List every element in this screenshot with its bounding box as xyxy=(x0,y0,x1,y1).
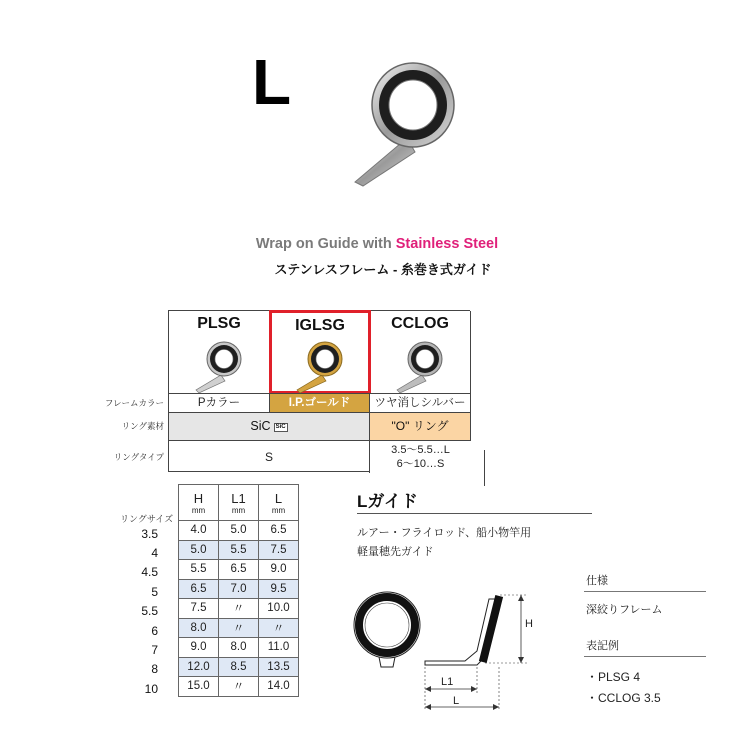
header-l xyxy=(259,485,299,521)
row-label-ring-type: リングタイプ xyxy=(113,452,164,462)
model-column-plsg[interactable] xyxy=(169,311,270,393)
size-table xyxy=(178,484,299,697)
table-row xyxy=(179,618,299,638)
grid-bottom-border xyxy=(169,471,370,472)
cell-l: 13.5 xyxy=(259,657,299,677)
ring-material-o-ring: "O" リング xyxy=(370,413,471,440)
cell-l1: 〃 xyxy=(219,677,259,697)
ring-size-label: 5 xyxy=(151,585,158,599)
frame-color-iglsg: I.P.ゴールド xyxy=(270,394,370,412)
cell-h: 7.5 xyxy=(179,599,219,619)
header-unit: mm xyxy=(271,505,286,515)
ring-size-label: 5.5 xyxy=(141,604,158,618)
ring-material-sic xyxy=(169,413,370,440)
cell-l: 9.5 xyxy=(259,579,299,599)
cell-h: 12.0 xyxy=(179,657,219,677)
cell-h: 9.0 xyxy=(179,638,219,658)
table-row xyxy=(179,521,299,541)
ring-type-cclog-line2: 6〜10…S xyxy=(396,458,445,470)
cell-h: 5.5 xyxy=(179,560,219,580)
subtitle-english-lead: Wrap on Guide with xyxy=(255,236,396,252)
header-h-label: H xyxy=(193,490,204,506)
table-row xyxy=(179,540,299,560)
table-row xyxy=(179,657,299,677)
guide-type-letter: L xyxy=(252,46,292,118)
cell-l: 9.0 xyxy=(259,560,299,580)
dimension-diagram xyxy=(345,583,545,713)
notation-example-1: ・PLSG 4 xyxy=(586,670,641,684)
cell-l1: 7.0 xyxy=(219,579,259,599)
cell-l1: 〃 xyxy=(219,618,259,638)
dim-label-l: L xyxy=(453,695,460,707)
cell-l1: 〃 xyxy=(219,599,259,619)
spec-divider xyxy=(584,591,706,592)
l-guide-title: Lガイド xyxy=(357,492,418,511)
ring-size-label: 7 xyxy=(151,643,158,657)
ring-type-s: S xyxy=(169,441,370,473)
title-divider xyxy=(357,513,592,514)
table-row xyxy=(179,677,299,697)
cell-l: 14.0 xyxy=(259,677,299,697)
ring-size-label: 4.5 xyxy=(141,565,158,579)
size-table-header xyxy=(179,485,299,521)
model-name: CCLOG xyxy=(391,315,449,332)
model-name: PLSG xyxy=(197,315,241,332)
ring-size-label: 4 xyxy=(151,546,158,560)
header-l-label: L xyxy=(274,490,283,506)
iglsg-guide-icon xyxy=(294,337,346,395)
dim-label-h: H xyxy=(525,618,533,630)
subtitle-japanese: ステンレスフレーム - 糸巻き式ガイド xyxy=(274,262,492,277)
header-h xyxy=(179,485,219,521)
ring-type-cclog-line1: 3.5〜5.5…L xyxy=(391,444,450,456)
cell-h: 8.0 xyxy=(179,618,219,638)
cell-l1: 8.0 xyxy=(219,638,259,658)
notation-example-2: ・CCLOG 3.5 xyxy=(586,691,661,705)
description-line-2: 軽量穂先ガイド xyxy=(357,546,434,558)
model-comparison-grid xyxy=(168,310,470,472)
table-row xyxy=(179,599,299,619)
table-row xyxy=(179,579,299,599)
cell-h: 6.5 xyxy=(179,579,219,599)
model-name: IGLSG xyxy=(295,317,345,334)
model-column-iglsg-selected[interactable] xyxy=(269,310,371,394)
cell-h: 15.0 xyxy=(179,677,219,697)
ring-material-sic-label: SiC xyxy=(250,419,271,433)
cell-l1: 6.5 xyxy=(219,560,259,580)
spec-heading: 仕様 xyxy=(586,575,608,587)
cell-h: 4.0 xyxy=(179,521,219,541)
ring-size-label: 6 xyxy=(151,624,158,638)
subtitle-english xyxy=(0,236,738,252)
cell-l: 7.5 xyxy=(259,540,299,560)
table-row xyxy=(179,560,299,580)
subtitle-english-accent: Stainless Steel xyxy=(395,236,499,252)
cell-l1: 5.0 xyxy=(219,521,259,541)
cell-h: 5.0 xyxy=(179,540,219,560)
dim-label-l1: L1 xyxy=(441,676,454,688)
ring-size-label: 3.5 xyxy=(141,527,158,541)
row-label-frame-color: フレームカラー xyxy=(104,398,164,408)
description-line-1: ルアー・フライロッド、船小物竿用 xyxy=(357,527,532,539)
header-unit: mm xyxy=(231,505,246,515)
cell-l1: 5.5 xyxy=(219,540,259,560)
frame-color-plsg: Pカラー xyxy=(169,394,270,412)
ring-size-label: 10 xyxy=(144,682,158,696)
notation-heading: 表記例 xyxy=(586,640,619,652)
notation-divider xyxy=(584,656,706,657)
cell-l: 11.0 xyxy=(259,638,299,658)
table-row xyxy=(179,638,299,658)
cclog-guide-icon xyxy=(394,337,446,395)
grid-side-tick xyxy=(484,450,485,486)
cell-l: 〃 xyxy=(259,618,299,638)
cell-l: 10.0 xyxy=(259,599,299,619)
sic-badge-icon: SiC xyxy=(275,424,286,430)
ring-type-cclog xyxy=(370,443,471,473)
spec-value: 深絞りフレーム xyxy=(586,604,663,616)
row-label-ring-material: リング素材 xyxy=(121,421,164,431)
header-l1 xyxy=(219,485,259,521)
plsg-guide-icon xyxy=(193,337,245,395)
model-column-cclog[interactable] xyxy=(370,311,471,393)
ring-size-caption: リングサイズ xyxy=(120,514,174,524)
l-guide-product-image xyxy=(345,60,465,190)
cell-l: 6.5 xyxy=(259,521,299,541)
frame-color-cclog: ツヤ消しシルバー xyxy=(370,394,471,412)
header-l1-label: L1 xyxy=(231,490,246,506)
header-unit: mm xyxy=(191,505,206,515)
cell-l1: 8.5 xyxy=(219,657,259,677)
ring-size-label: 8 xyxy=(151,662,158,676)
